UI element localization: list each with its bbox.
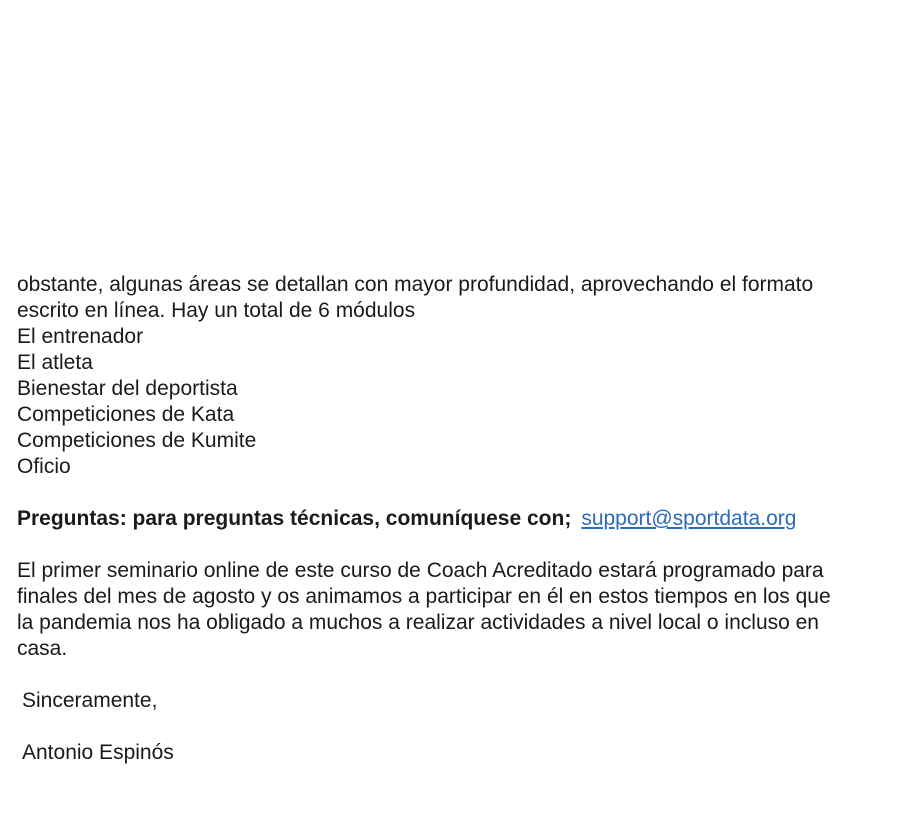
module-item: Bienestar del deportista — [17, 377, 238, 400]
module-list — [17, 324, 902, 480]
seminar-line-1: El primer seminario online de este curso de Coach Acreditado estará programado para — [17, 559, 824, 582]
support-email-link[interactable]: support@sportdata.org — [581, 507, 797, 530]
module-item: El atleta — [17, 351, 93, 374]
module-item: El entrenador — [17, 325, 144, 348]
seminar-line-3: la pandemia nos ha obligado a muchos a realizar actividades a nivel local o incluso en — [17, 611, 819, 634]
closing-salutation: Sinceramente, — [22, 689, 158, 712]
module-item: Oficio — [17, 455, 71, 478]
intro-line-2: escrito en línea. Hay un total de 6 módulos — [17, 299, 416, 322]
module-item: Competiciones de Kata — [17, 403, 235, 426]
questions-label: Preguntas: para preguntas técnicas, comuníquese con; — [17, 507, 572, 530]
module-item: Competiciones de Kumite — [17, 429, 257, 452]
intro-line-1: obstante, algunas áreas se detallan con mayor profundidad, aprovechando el formato — [17, 273, 814, 296]
seminar-line-2: finales del mes de agosto y os animamos a participar en él en estos tiempos en los que — [17, 585, 831, 608]
letter-body — [17, 272, 902, 766]
questions-line — [17, 506, 902, 532]
signature-name: Antonio Espinós — [22, 741, 174, 764]
seminar-paragraph — [17, 558, 902, 662]
seminar-line-4: casa. — [17, 637, 68, 660]
